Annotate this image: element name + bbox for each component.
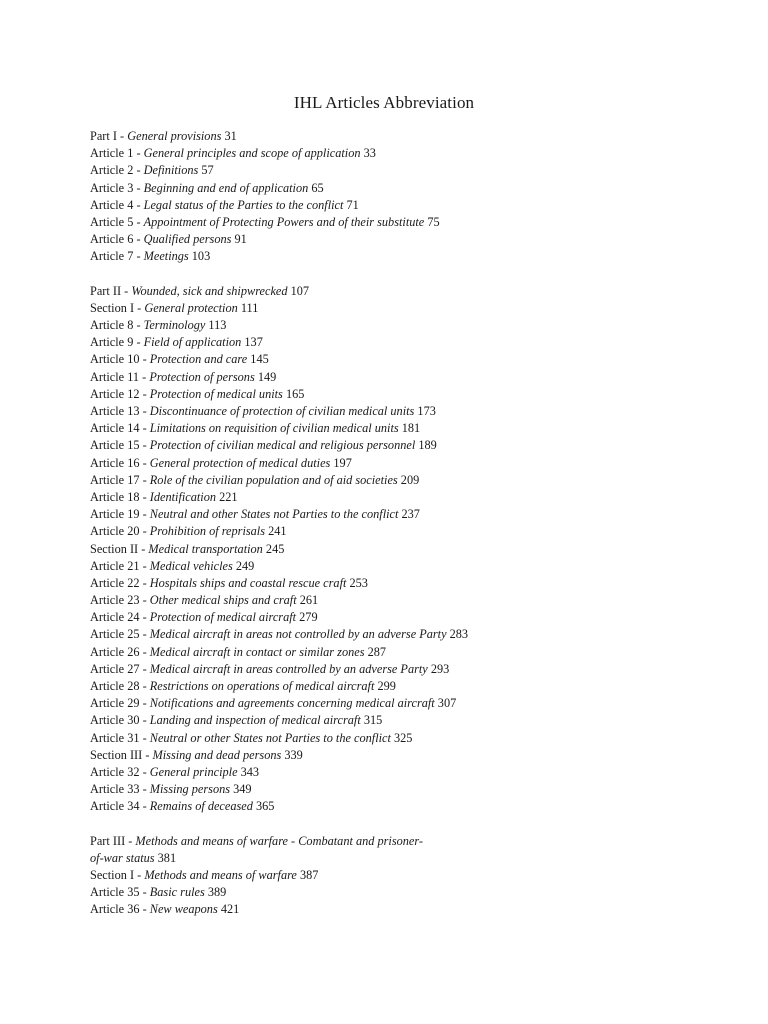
toc-entry-page: 181: [401, 421, 421, 436]
toc-entry-title: Beginning and end of application: [143, 180, 309, 195]
toc-entry-label: Article 33: [90, 782, 140, 797]
toc-entry-page: 221: [219, 489, 238, 504]
toc-entry-page: 389: [207, 885, 227, 900]
toc-entry-title: Protection of medical units: [149, 386, 283, 401]
toc-entry: Article 13 - Discontinuance of protection of civilian medical units 173: [90, 404, 436, 418]
toc-entry: Article 18 - Identification 221: [90, 489, 238, 504]
toc-entry-page: 111: [240, 300, 259, 315]
toc-entry-label: Article 9: [90, 335, 134, 350]
toc-entry: Article 24 - Protection of medical aircraft 279: [90, 610, 318, 625]
toc-entry-title: Appointment of Protecting Powers and of their substitute: [143, 214, 425, 229]
toc-entry-title: General provisions: [127, 129, 222, 143]
toc-entry-label: Article 30: [90, 713, 140, 728]
toc-entry-page: 209: [400, 472, 420, 487]
toc-entry-page: 349: [233, 782, 252, 797]
toc-entry-page: 387: [299, 868, 319, 883]
toc-entry-label: Article 8: [90, 318, 134, 333]
toc-entry-title: Other medical ships and craft: [149, 593, 297, 608]
toc-entry: Article 7 - Meetings 103: [90, 249, 211, 264]
toc-entry-label: Article 2: [90, 163, 134, 178]
toc-entry-page: 241: [268, 524, 287, 539]
toc-entry: Article 19 - Neutral and other States not Parties to the conflict 237: [90, 507, 420, 522]
toc-entry-label: Article 13: [90, 404, 140, 418]
toc-entry-title: Discontinuance of protection of civilian medical units: [149, 404, 415, 418]
toc-entry-title: General principles and scope of application: [143, 146, 361, 161]
toc-entry-title: Role of the civilian population and of aid societies: [149, 472, 398, 487]
toc-entry-page: 173: [417, 404, 436, 418]
toc-entry-title: General protection: [144, 300, 238, 315]
toc-entry-label: Article 27: [90, 661, 140, 676]
toc-entry: Article 1 - General principles and scope of application 33: [90, 146, 376, 161]
toc-entry-label: Article 22: [90, 575, 140, 590]
section-gap: [90, 266, 710, 283]
toc-entry: Article 33 - Missing persons 349: [90, 782, 252, 797]
toc-entry: Article 32 - General principle 343: [90, 764, 260, 779]
toc-entry: Article 34 - Remains of deceased 365: [90, 799, 275, 814]
toc-entry-page: 343: [240, 764, 260, 779]
toc-entry-label: Section II: [90, 541, 139, 556]
toc-entry-title: Restrictions on operations of medical aircraft: [149, 679, 375, 693]
toc-entry-page: 261: [299, 593, 319, 608]
toc-entry: Article 5 - Appointment of Protecting Powers and of their substitute 75: [90, 214, 440, 229]
toc-entry: Article 3 - Beginning and end of application 65: [90, 180, 324, 195]
toc-entry-title: Medical aircraft in areas controlled by an adverse Party: [149, 661, 428, 676]
toc-entry: Article 30 - Landing and inspection of medical aircraft 315: [90, 713, 383, 728]
toc-entry: Part I - General provisions 31: [90, 129, 237, 143]
toc-entry-label: Article 4: [90, 197, 134, 212]
toc-entry-page: 71: [346, 197, 359, 212]
toc-entry-label: Section III: [90, 747, 143, 762]
toc-entry: Section III - Missing and dead persons 339: [90, 747, 303, 762]
toc-entry-page: 75: [427, 214, 440, 229]
toc-entry-title: Missing persons: [149, 782, 231, 797]
toc-entry: Article 23 - Other medical ships and craft 261: [90, 593, 319, 608]
toc-entry: Article 2 - Definitions 57: [90, 163, 214, 178]
toc-entry-title: Medical transportation: [148, 541, 263, 556]
toc-entry: Article 25 - Medical aircraft in areas not controlled by an adverse Party 283: [90, 627, 469, 642]
toc-entry-title: Identification: [149, 489, 217, 504]
toc-entry-label: Article 26: [90, 644, 140, 659]
toc-entry-page: 253: [349, 575, 368, 590]
toc-entry: Article 14 - Limitations on requisition of civilian medical units 181: [90, 421, 421, 436]
toc-entry: Article 11 - Protection of persons 149: [90, 369, 277, 384]
toc-entry-label: Article 1: [90, 146, 134, 161]
toc-entry: Article 21 - Medical vehicles 249: [90, 558, 255, 573]
toc-entry-label: Article 7: [90, 249, 134, 264]
toc-entry-page: 137: [244, 335, 263, 350]
document-title: IHL Articles Abbreviation: [293, 93, 475, 112]
toc-entry-label: Article 12: [90, 386, 140, 401]
toc-entry-label: Article 11: [90, 369, 140, 384]
toc-entry-page: 91: [234, 232, 247, 247]
toc-entry-label: Article 21: [90, 558, 140, 573]
toc-entry-label: Article 32: [90, 764, 140, 779]
toc-entry: Article 4 - Legal status of the Parties to the conflict 71: [90, 197, 359, 212]
toc-entry-label: Article 25: [90, 627, 140, 642]
toc-entry-title: Medical vehicles: [149, 558, 233, 573]
toc-entry-label: Article 31: [90, 730, 140, 745]
toc-entry-page: 307: [437, 696, 457, 711]
toc-entry-page: 107: [290, 283, 310, 298]
toc-entry-title: Hospitals ships and coastal rescue craft: [149, 575, 347, 590]
toc-entry: Article 20 - Prohibition of reprisals 241: [90, 524, 287, 539]
toc-entry-page: 339: [284, 747, 303, 762]
toc-entry: Article 15 - Protection of civilian medical and religious personnel 189: [90, 438, 437, 453]
toc-entry-title: Legal status of the Parties to the conflict: [143, 197, 344, 212]
toc-entry-label: Article 20: [90, 524, 140, 539]
toc-entry: Part II - Wounded, sick and shipwrecked 107: [90, 283, 310, 298]
toc-entry: Article 36 - New weapons 421: [90, 902, 240, 917]
toc-entry-title: Methods and means of warfare: [144, 868, 297, 883]
toc-entry-page: 279: [299, 610, 318, 625]
toc-entry-title: Wounded, sick and shipwrecked: [131, 283, 288, 298]
toc-entry-page: 287: [367, 644, 387, 659]
section-gap: [90, 816, 710, 833]
toc-entry: Article 35 - Basic rules 389: [90, 885, 227, 900]
toc-entry-title: Prohibition of reprisals: [149, 524, 266, 539]
toc-entry-page: 57: [201, 163, 214, 178]
toc-entry-title: General protection of medical duties: [149, 455, 331, 470]
toc-entry-label: Article 10: [90, 352, 140, 367]
toc-entry-page: 189: [418, 438, 437, 453]
toc-entry: Article 12 - Protection of medical units 165: [90, 386, 305, 401]
toc-entry-title: Basic rules: [149, 885, 205, 900]
toc-entry: Article 26 - Medical aircraft in contact or similar zones 287: [90, 644, 387, 659]
toc-entry-page: 145: [250, 352, 269, 367]
toc-entry-label: Article 5: [90, 214, 134, 229]
toc-entry-label: Article 14: [90, 421, 140, 436]
toc-entry: Article 27 - Medical aircraft in areas controlled by an adverse Party 293: [90, 661, 450, 676]
toc-entry-page: 237: [401, 507, 420, 522]
toc-entry-title: General principle: [149, 764, 238, 779]
toc-entry-label: Article 15: [90, 438, 140, 453]
toc-entry-label: Section I: [90, 300, 135, 315]
toc-entry-page: 315: [363, 713, 383, 728]
toc-entry-label: Article 36: [90, 902, 140, 917]
toc-entry-label: Article 23: [90, 593, 140, 608]
toc-entry-label: Article 17: [90, 472, 140, 487]
toc-entry-page: 165: [285, 386, 305, 401]
toc-entry-page: 299: [377, 679, 396, 693]
toc-entry-label: Article 29: [90, 696, 140, 711]
toc-entry-label: Article 3: [90, 180, 134, 195]
toc-entry-title: Qualified persons: [143, 232, 232, 247]
toc-entry-title: Medical aircraft in areas not controlled by an adverse Party: [149, 627, 447, 642]
toc-entry: Part III - Methods and means of warfare - Combatant and prisoner-: [90, 833, 424, 848]
toc-entry-title: Protection and care: [149, 352, 248, 367]
toc-entry: Section I - Methods and means of warfare 387: [90, 868, 319, 883]
toc-entry-title: New weapons: [149, 902, 218, 917]
toc-entry-page: 365: [255, 799, 275, 814]
toc-entry: Article 29 - Notifications and agreements concerning medical aircraft 307: [90, 696, 457, 711]
toc-entry: Article 31 - Neutral or other States not Parties to the conflict 325: [90, 730, 413, 745]
toc-entry-label: Article 24: [90, 610, 140, 625]
toc-entry-label: Article 35: [90, 885, 140, 900]
toc-entry-page: 197: [333, 455, 352, 470]
toc-entry-title: Field of application: [143, 335, 242, 350]
toc-entry: [90, 850, 710, 867]
toc-entry-page: 65: [311, 180, 324, 195]
toc-entry-title: Limitations on requisition of civilian medical units: [149, 421, 399, 436]
toc-entry: Article 6 - Qualified persons 91: [90, 232, 247, 247]
toc-entry-page: 31: [224, 129, 237, 143]
toc-entry-label: Part I: [90, 129, 117, 143]
toc-entry-title: Terminology: [143, 318, 206, 333]
toc-entry-label: Article 18: [90, 489, 140, 504]
toc-entry-title: of-war status: [90, 850, 155, 865]
toc-entry-page: 113: [208, 318, 227, 333]
toc-entry: Article 17 - Role of the civilian population and of aid societies 209: [90, 472, 420, 487]
toc-entry: Article 22 - Hospitals ships and coastal rescue craft 253: [90, 575, 368, 590]
toc-entry-page: 149: [257, 369, 277, 384]
toc-entry-title: Methods and means of warfare - Combatant and prisoner-: [135, 833, 424, 848]
toc-entry-page: 283: [449, 627, 469, 642]
toc-entry-label: Part II: [90, 283, 122, 298]
table-of-contents: [90, 128, 710, 919]
toc-entry-label: Article 6: [90, 232, 134, 247]
toc-entry-title: Protection of persons: [149, 369, 255, 384]
toc-entry-label: Section I: [90, 868, 135, 883]
toc-entry: Article 8 - Terminology 113: [90, 318, 227, 333]
toc-entry-page: 33: [363, 146, 376, 161]
toc-entry-label: Article 16: [90, 455, 140, 470]
toc-entry-page: 249: [235, 558, 255, 573]
toc-entry-title: Neutral and other States not Parties to the conflict: [149, 507, 399, 522]
toc-entry-title: Notifications and agreements concerning medical aircraft: [149, 696, 435, 711]
toc-entry-page: 293: [430, 661, 450, 676]
toc-entry-label: Part III: [90, 833, 126, 848]
toc-entry: Section I - General protection 111: [90, 300, 259, 315]
toc-entry: Article 10 - Protection and care 145: [90, 352, 269, 367]
toc-entry-title: Landing and inspection of medical aircraft: [149, 713, 361, 728]
toc-entry: Section II - Medical transportation 245: [90, 541, 285, 556]
toc-entry-page: 381: [157, 850, 177, 865]
toc-entry-title: Missing and dead persons: [152, 747, 282, 762]
toc-entry: Article 16 - General protection of medical duties 197: [90, 455, 352, 470]
toc-entry-page: 325: [393, 730, 413, 745]
toc-entry-title: Definitions: [143, 163, 199, 178]
toc-entry-page: 245: [265, 541, 285, 556]
toc-entry-label: Article 19: [90, 507, 140, 522]
toc-entry-label: Article 28: [90, 679, 140, 693]
toc-entry-page: 103: [191, 249, 211, 264]
toc-entry-title: Protection of medical aircraft: [149, 610, 297, 625]
toc-entry-page: 421: [220, 902, 240, 917]
toc-entry-title: Meetings: [143, 249, 189, 264]
toc-entry-title: Protection of civilian medical and religious personnel: [149, 438, 416, 453]
toc-entry-title: Medical aircraft in contact or similar zones: [149, 644, 365, 659]
toc-entry: Article 28 - Restrictions on operations of medical aircraft 299: [90, 679, 396, 693]
toc-entry: Article 9 - Field of application 137: [90, 335, 263, 350]
toc-entry-title: Neutral or other States not Parties to the conflict: [149, 730, 391, 745]
toc-entry-label: Article 34: [90, 799, 140, 814]
toc-entry-title: Remains of deceased: [149, 799, 253, 814]
